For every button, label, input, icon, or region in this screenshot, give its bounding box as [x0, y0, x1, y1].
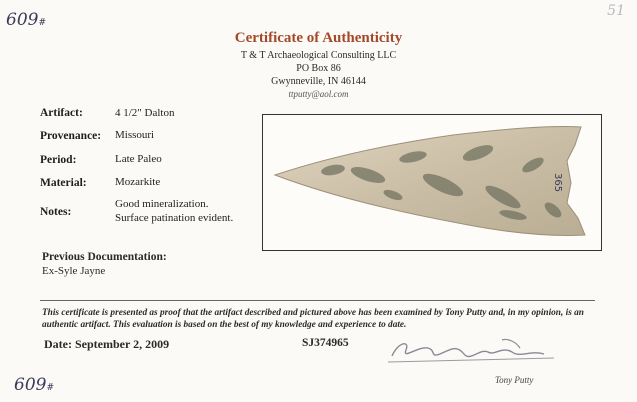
certificate-date: Date: September 2, 2009	[44, 337, 170, 351]
notes-line-2: Surface patination evident.	[115, 212, 234, 224]
signature	[384, 334, 559, 375]
previous-documentation-value: Ex-Syle Jayne	[42, 265, 106, 277]
notes-label: Notes:	[40, 206, 72, 218]
company-po-box: PO Box 86	[296, 63, 341, 74]
artifact-value: 4 1/2" Dalton	[115, 107, 175, 119]
corner-pencil-mark: 51	[607, 3, 625, 19]
material-value: Mozarkite	[115, 176, 161, 188]
divider-rule	[40, 300, 595, 301]
signature-scribble	[384, 334, 559, 370]
notes-line-1: Good mineralization.	[115, 198, 209, 210]
handwritten-number-top: 609#	[6, 10, 46, 30]
company-city: Gwynneville, IN 46144	[271, 76, 366, 87]
artifact-label: Artifact:	[40, 107, 83, 119]
company-name: T & T Archaeological Consulting LLC	[240, 50, 397, 61]
provenance-label: Provenance:	[40, 130, 102, 142]
certificate-serial: SJ374965	[302, 337, 349, 349]
artifact-inscription: 365	[552, 173, 563, 193]
signer-name: Tony Putty	[495, 375, 534, 385]
handwritten-number-bottom: 609#	[14, 375, 54, 395]
period-value: Late Paleo	[115, 153, 162, 165]
artifact-photo	[262, 114, 602, 251]
authenticity-statement: This certificate is presented as proof that the artifact described and pictured above has been examined by Tony Putty and, in my opinion, is an authentic artifact. This evaluation is based on the best of my knowledge and experience to date.	[42, 308, 584, 330]
material-label: Material:	[40, 177, 87, 189]
period-label: Period:	[40, 154, 77, 166]
dalton-point-image	[263, 115, 601, 250]
company-email: ttputty@aol.com	[288, 89, 349, 99]
provenance-value: Missouri	[115, 129, 155, 141]
previous-documentation-label: Previous Documentation:	[42, 251, 167, 263]
certificate-title: Certificate of Authenticity	[234, 30, 403, 46]
